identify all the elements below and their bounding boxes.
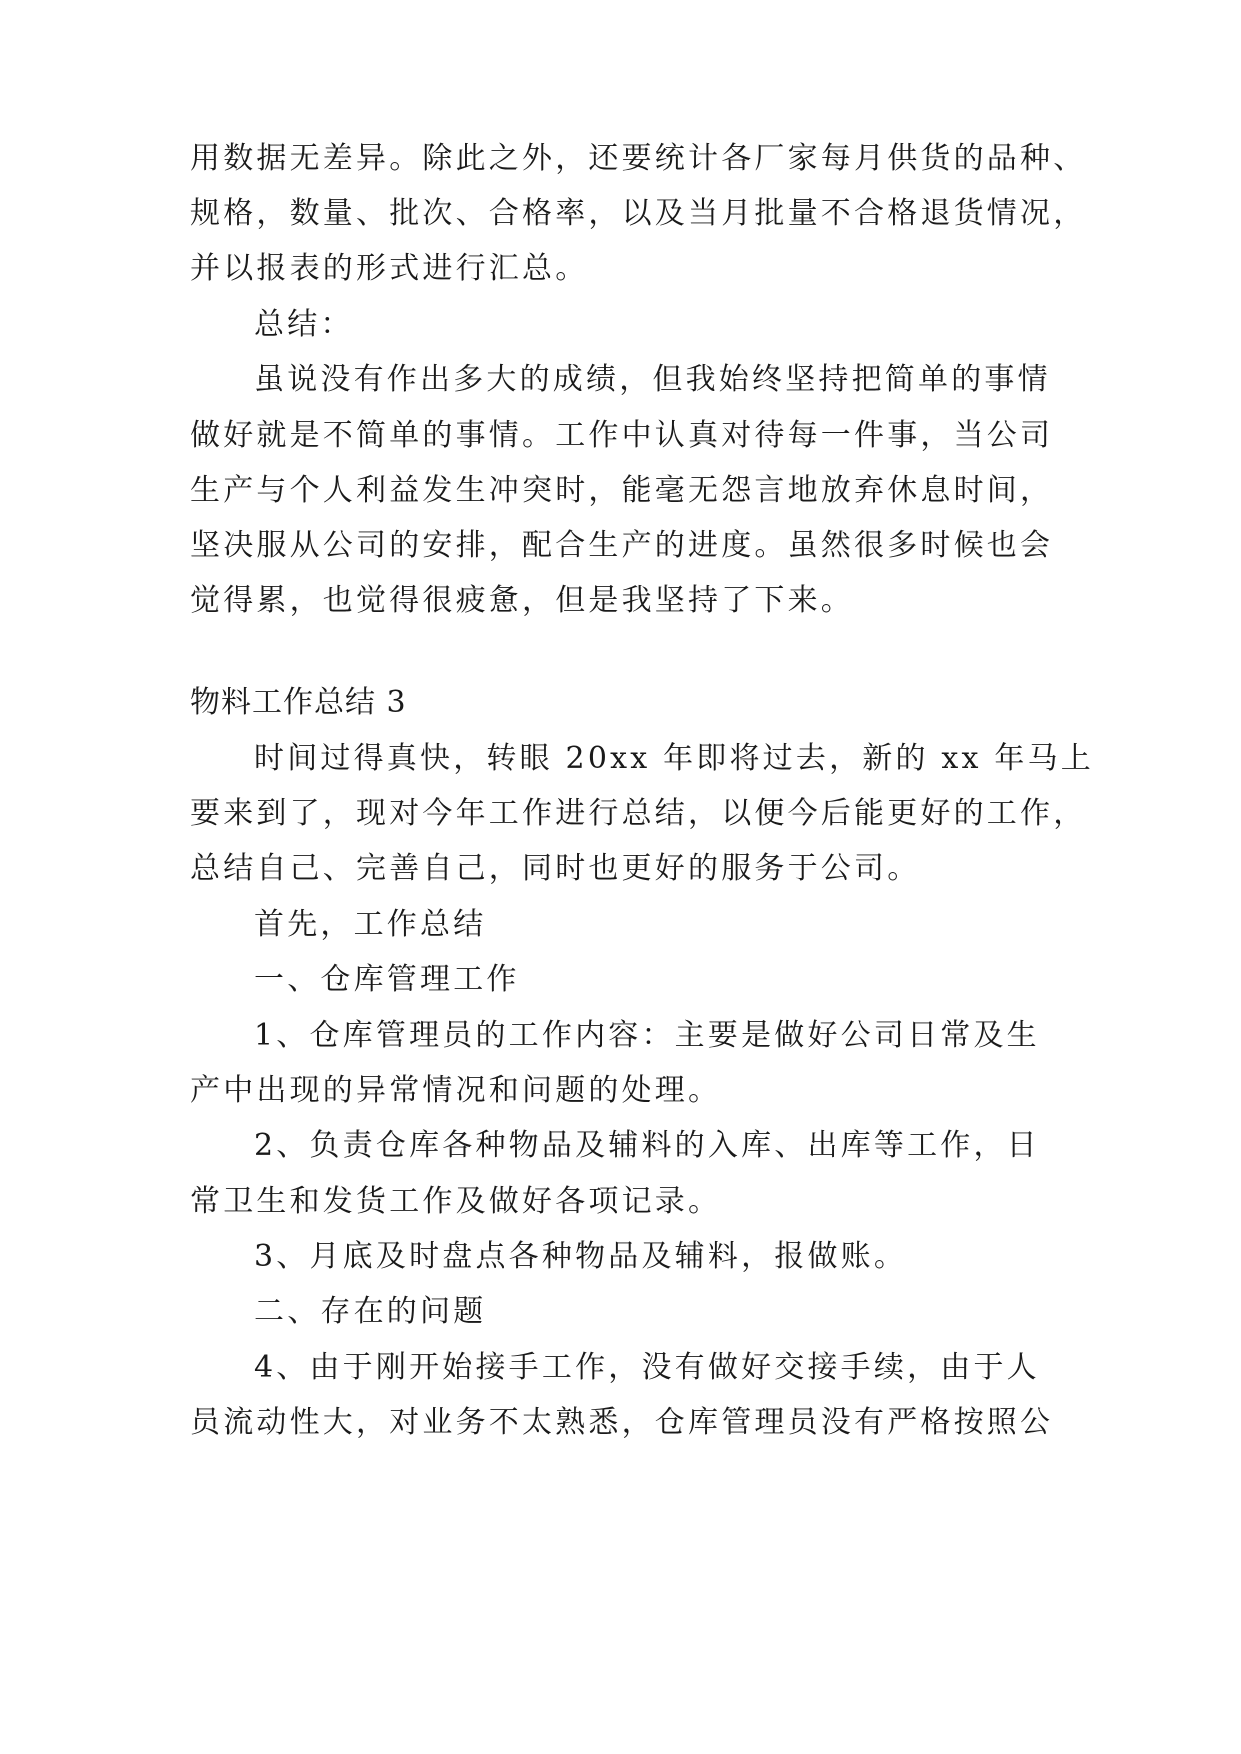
subheading: 首先，工作总结	[254, 907, 487, 942]
paragraph-line: 做好就是不简单的事情。工作中认真对待每一件事，当公司	[190, 418, 1054, 453]
paragraph-line: 用数据无差异。除此之外，还要统计各厂家每月供货的品种、	[190, 141, 1087, 176]
paragraph-line: 觉得累，也觉得很疲惫，但是我坚持了下来。	[190, 583, 854, 618]
list-item-continuation: 员流动性大，对业务不太熟悉，仓库管理员没有严格按照公	[190, 1405, 1054, 1440]
subheading: 二、存在的问题	[254, 1294, 487, 1329]
subheading: 一、仓库管理工作	[254, 962, 520, 997]
paragraph-line: 并以报表的形式进行汇总。	[190, 251, 589, 286]
paragraph-line: 虽说没有作出多大的成绩，但我始终坚持把简单的事情	[254, 362, 1051, 397]
list-item: 4、由于刚开始接手工作，没有做好交接手续，由于人	[254, 1350, 1040, 1385]
section-label: 总结：	[254, 307, 354, 342]
list-item-continuation: 常卫生和发货工作及做好各项记录。	[190, 1184, 722, 1219]
paragraph-line: 生产与个人利益发生冲突时，能毫无怨言地放弃休息时间，	[190, 473, 1054, 508]
paragraph-line: 总结自己、完善自己，同时也更好的服务于公司。	[190, 851, 921, 886]
section-title: 物料工作总结 3	[190, 685, 407, 720]
paragraph-line: 坚决服从公司的安排，配合生产的进度。虽然很多时候也会	[190, 528, 1054, 563]
paragraph-line: 规格，数量、批次、合格率，以及当月批量不合格退货情况，	[190, 196, 1087, 231]
paragraph-line: 时间过得真快，转眼 20xx 年即将过去，新的 xx 年马上	[254, 741, 1094, 776]
list-item: 3、月底及时盘点各种物品及辅料，报做账。	[254, 1239, 908, 1274]
list-item: 2、负责仓库各种物品及辅料的入库、出库等工作，日	[254, 1128, 1040, 1163]
list-item: 1、仓库管理员的工作内容：主要是做好公司日常及生	[254, 1018, 1040, 1053]
list-item-continuation: 产中出现的异常情况和问题的处理。	[190, 1073, 722, 1108]
paragraph-line: 要来到了，现对今年工作进行总结，以便今后能更好的工作，	[190, 796, 1087, 831]
